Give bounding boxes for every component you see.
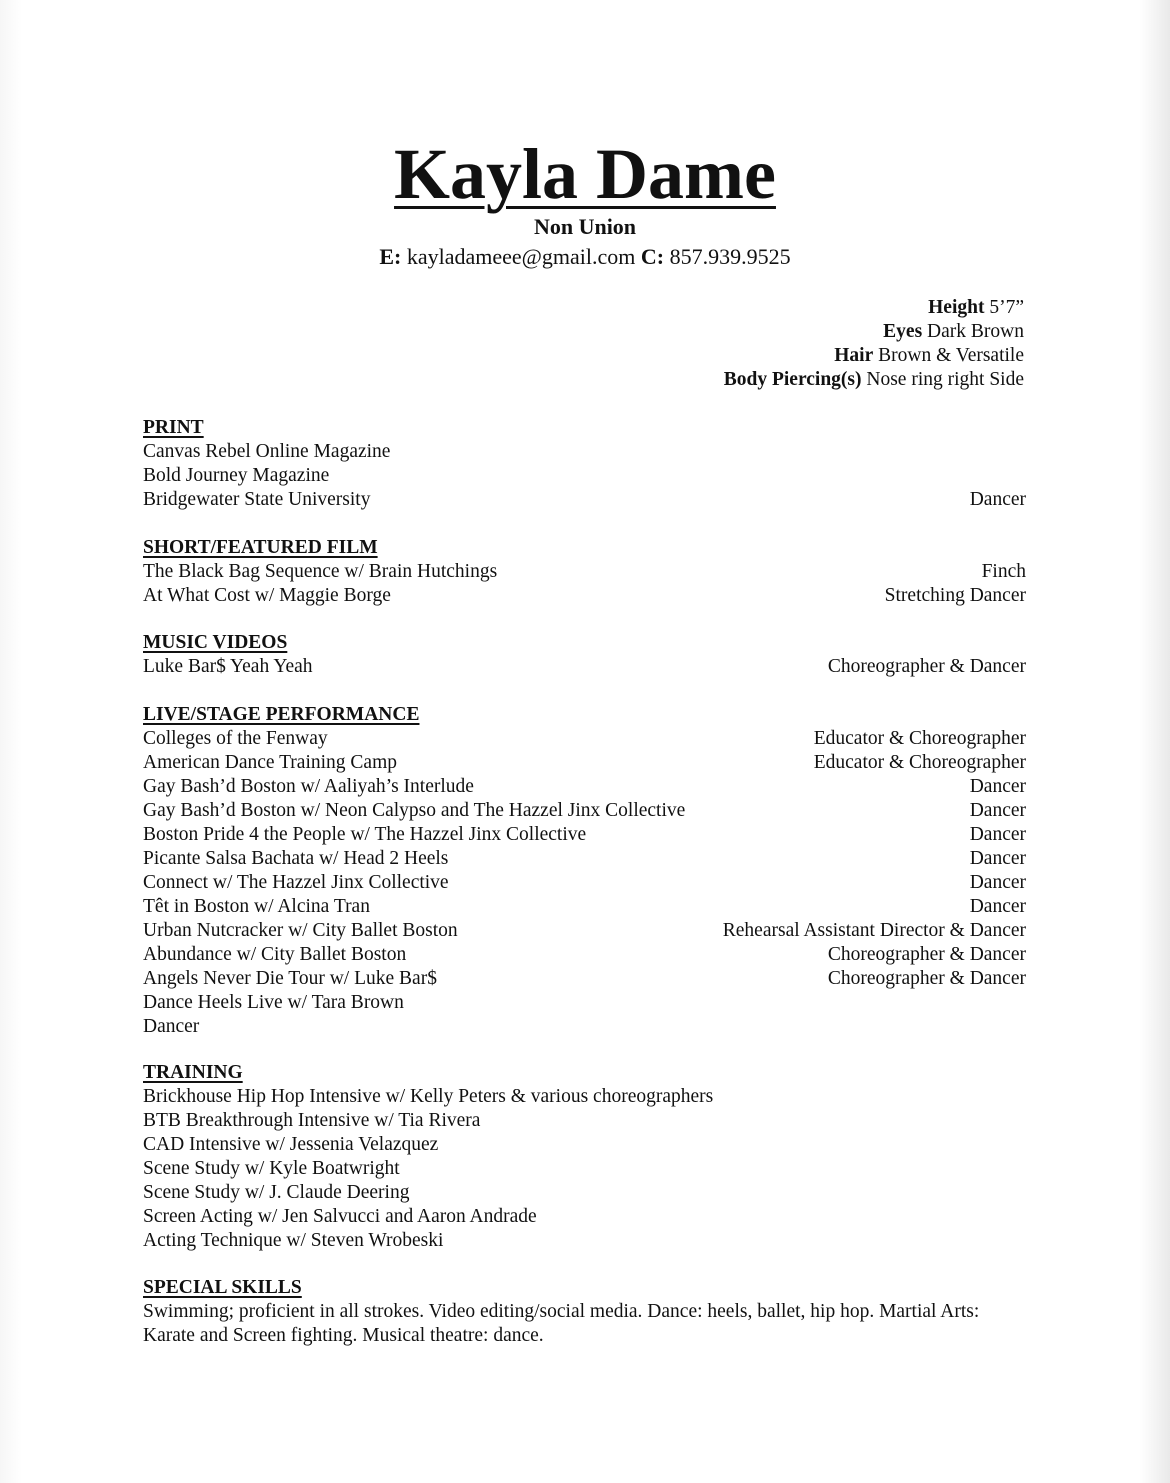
credit-row <box>143 655 1026 679</box>
phone-label: C: <box>640 244 665 269</box>
phone-number: 857.939.9525 <box>669 244 791 269</box>
training-item: CAD Intensive w/ Jessenia Velazquez <box>143 1134 439 1155</box>
training-item: Acting Technique w/ Steven Wrobeski <box>143 1230 444 1251</box>
credit-role: Dancer <box>969 896 1026 917</box>
section-training <box>143 1061 1026 1253</box>
credit-row <box>143 560 1026 584</box>
credit-title: Picante Salsa Bachata w/ Head 2 Heels <box>143 848 449 869</box>
credit-title: Bridgewater State University <box>143 489 371 510</box>
section-heading-music-videos: MUSIC VIDEOS <box>143 632 288 653</box>
stat-label: Hair <box>834 345 874 366</box>
credit-role: Dancer <box>969 872 1026 893</box>
credit-title: Luke Bar$ Yeah Yeah <box>143 656 313 677</box>
section-heading-print: PRINT <box>143 417 204 438</box>
credit-row <box>143 919 1026 943</box>
stat-label: Body Piercing(s) <box>723 369 862 390</box>
training-item: Scene Study w/ Kyle Boatwright <box>143 1158 400 1179</box>
stat-label: Eyes <box>883 321 923 342</box>
credit-title: Bold Journey Magazine <box>143 465 330 486</box>
credit-title: Colleges of the Fenway <box>143 728 328 749</box>
credit-title: At What Cost w/ Maggie Borge <box>143 585 391 606</box>
section-music-videos <box>143 631 1026 679</box>
credit-row <box>143 488 1026 512</box>
credit-role: Choreographer & Dancer <box>827 968 1026 989</box>
resume-name: Kayla Dame <box>394 134 776 214</box>
credit-title: Gay Bash’d Boston w/ Neon Calypso and The Hazzel Jinx Collective <box>143 800 686 821</box>
credit-row <box>143 799 1026 823</box>
credit-role: Educator & Choreographer <box>813 752 1026 773</box>
credit-row <box>143 775 1026 799</box>
credit-title: Canvas Rebel Online Magazine <box>143 441 391 462</box>
training-item: Screen Acting w/ Jen Salvucci and Aaron Andrade <box>143 1206 537 1227</box>
credit-row <box>143 823 1026 847</box>
credit-row <box>143 440 1026 464</box>
stat-value: Nose ring right Side <box>866 369 1024 390</box>
section-film <box>143 536 1026 608</box>
email-label: E: <box>379 244 402 269</box>
credit-title: American Dance Training Camp <box>143 752 397 773</box>
credit-title: Boston Pride 4 the People w/ The Hazzel Jinx Collective <box>143 824 587 845</box>
credit-title: Dancer <box>143 1016 200 1037</box>
credit-role: Rehearsal Assistant Director & Dancer <box>722 920 1026 941</box>
credit-role: Dancer <box>969 800 1026 821</box>
credit-row <box>143 967 1026 991</box>
physical-stats <box>724 296 1024 392</box>
stat-value: Brown & Versatile <box>878 345 1024 366</box>
credit-role: Dancer <box>969 848 1026 869</box>
credit-role: Dancer <box>969 824 1026 845</box>
credit-row <box>143 991 1026 1015</box>
credit-title: Connect w/ The Hazzel Jinx Collective <box>143 872 449 893</box>
credit-title: Gay Bash’d Boston w/ Aaliyah’s Interlude <box>143 776 474 797</box>
section-special-skills <box>143 1276 1026 1348</box>
credit-role: Dancer <box>969 489 1026 510</box>
credit-title: Têt in Boston w/ Alcina Tran <box>143 896 370 917</box>
section-heading-live-stage: LIVE/STAGE PERFORMANCE <box>143 704 420 725</box>
section-live-stage <box>143 703 1026 1039</box>
credit-role: Dancer <box>969 776 1026 797</box>
credit-row <box>143 871 1026 895</box>
union-status: Non Union <box>533 214 637 239</box>
training-item: Scene Study w/ J. Claude Deering <box>143 1182 410 1203</box>
contact-line <box>0 244 1170 270</box>
credit-row <box>143 584 1026 608</box>
special-skills-text: Swimming; proficient in all strokes. Video editing/social media. Dance: heels, ballet, hip hop. Martial Arts: Karate and Screen fighting. Musical theatre: dance. <box>143 1301 980 1346</box>
training-item: BTB Breakthrough Intensive w/ Tia Rivera <box>143 1110 481 1131</box>
credit-row <box>143 464 1026 488</box>
stat-value: Dark Brown <box>927 321 1024 342</box>
credit-row <box>143 847 1026 871</box>
stat-label: Height <box>928 297 985 318</box>
credit-row <box>143 895 1026 919</box>
credit-title: Urban Nutcracker w/ City Ballet Boston <box>143 920 458 941</box>
credit-row <box>143 943 1026 967</box>
credit-role: Choreographer & Dancer <box>827 944 1026 965</box>
credit-row <box>143 1015 1026 1039</box>
stat-row <box>724 344 1024 368</box>
credit-title: Dance Heels Live w/ Tara Brown <box>143 992 404 1013</box>
stat-row <box>724 320 1024 344</box>
credit-row <box>143 751 1026 775</box>
email-link[interactable]: kayladameee@gmail.com <box>406 244 636 269</box>
training-item: Brickhouse Hip Hop Intensive w/ Kelly Peters & various choreographers <box>143 1086 714 1107</box>
section-heading-training: TRAINING <box>143 1062 243 1083</box>
credit-role: Stretching Dancer <box>884 585 1026 606</box>
section-print <box>143 416 1026 512</box>
credit-title: Angels Never Die Tour w/ Luke Bar$ <box>143 968 437 989</box>
section-heading-film: SHORT/FEATURED FILM <box>143 537 378 558</box>
credit-title: The Black Bag Sequence w/ Brain Hutchings <box>143 561 498 582</box>
credit-title: Abundance w/ City Ballet Boston <box>143 944 407 965</box>
credit-role: Educator & Choreographer <box>813 728 1026 749</box>
credit-role: Choreographer & Dancer <box>827 656 1026 677</box>
section-heading-special-skills: SPECIAL SKILLS <box>143 1277 302 1298</box>
credit-role: Finch <box>981 561 1026 582</box>
stat-row <box>724 296 1024 320</box>
credit-row <box>143 727 1026 751</box>
stat-row <box>724 368 1024 392</box>
stat-value: 5’7” <box>989 297 1024 318</box>
